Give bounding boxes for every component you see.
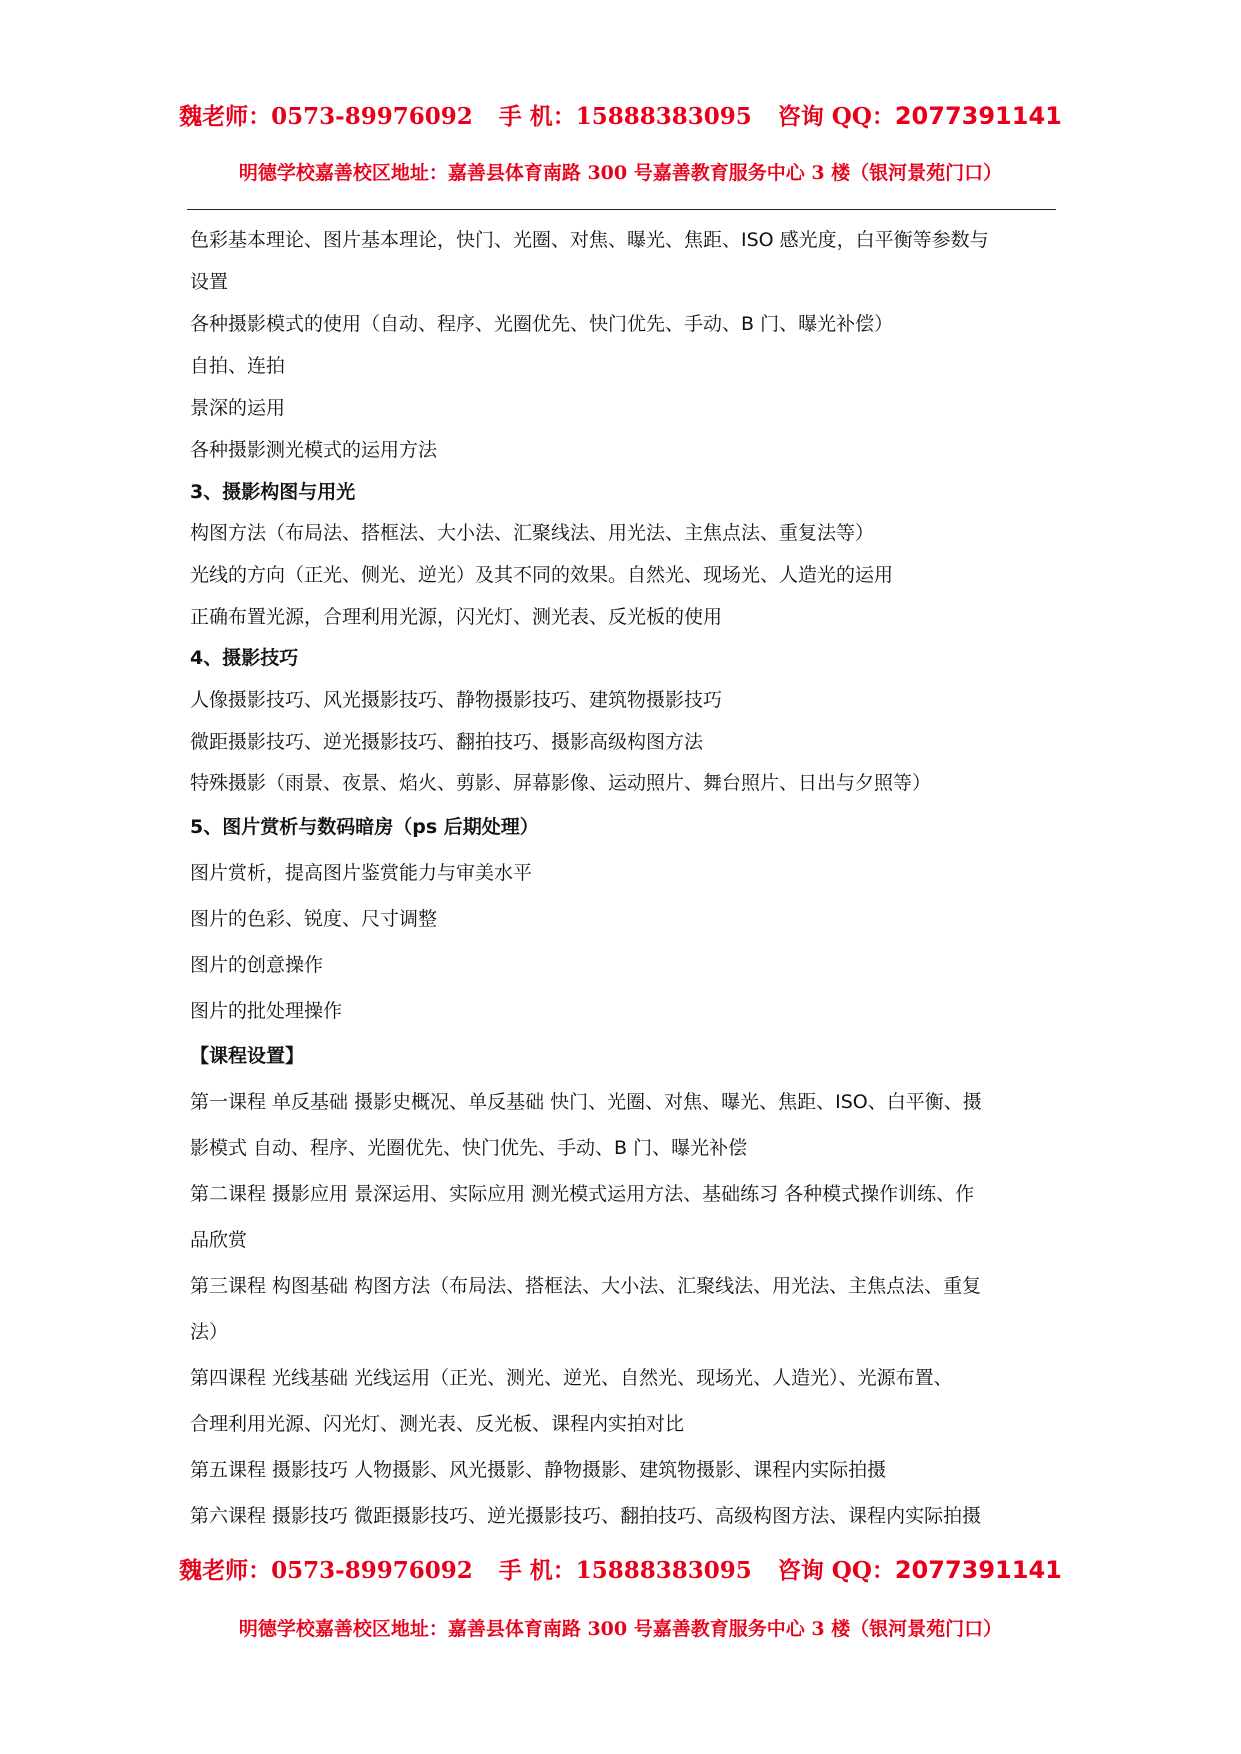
- course-line: 第二课程 摄影应用 景深运用、实际应用 测光模式运用方法、基础练习 各种模式操作训练、作: [190, 1183, 975, 1205]
- course-line: 影模式 自动、程序、光圈优先、快门优先、手动、B 门、曝光补偿: [190, 1137, 748, 1159]
- course-line: 第四课程 光线基础 光线运用（正光、测光、逆光、自然光、现场光、人造光）、光源布置、: [190, 1367, 953, 1389]
- footer-address: 明德学校嘉善校区地址：嘉善县体育南路 300 号嘉善教育服务中心 3 楼（银河景苑门口）: [238, 1618, 1003, 1640]
- course-line: 第六课程 摄影技巧 微距摄影技巧、逆光摄影技巧、翻拍技巧、高级构图方法、课程内实际拍摄: [190, 1505, 982, 1527]
- body-line: 图片赏析，提高图片鉴赏能力与审美水平: [190, 862, 533, 884]
- header-contact-line: [0, 98, 1241, 131]
- course-line: 第一课程 单反基础 摄影史概况、单反基础 快门、光圈、对焦、曝光、焦距、ISO、白平衡、摄: [190, 1091, 982, 1113]
- body-line: 各种摄影模式的使用（自动、程序、光圈优先、快门优先、手动、B 门、曝光补偿）: [190, 313, 894, 335]
- header-address: 明德学校嘉善校区地址：嘉善县体育南路 300 号嘉善教育服务中心 3 楼（银河景苑门口）: [238, 162, 1003, 184]
- header-divider: [187, 209, 1056, 210]
- qq-label: 咨询 QQ：: [777, 1557, 895, 1584]
- body-line: 人像摄影技巧、风光摄影技巧、静物摄影技巧、建筑物摄影技巧: [190, 689, 723, 711]
- footer-contact-line: [0, 1552, 1241, 1585]
- teacher-phone: 魏老师：0573-89976092: [179, 1557, 473, 1584]
- section-heading: 3、摄影构图与用光: [190, 481, 356, 503]
- body-line: 各种摄影测光模式的运用方法: [190, 439, 438, 461]
- mobile-phone: 手 机：15888383095: [498, 103, 752, 130]
- body-line: 色彩基本理论、图片基本理论，快门、光圈、对焦、曝光、焦距、ISO 感光度，白平衡等参数与: [190, 229, 989, 251]
- body-line: 正确布置光源，合理利用光源，闪光灯、测光表、反光板的使用: [190, 606, 723, 628]
- body-line: 自拍、连拍: [190, 355, 286, 377]
- course-line: 品欣赏: [190, 1229, 248, 1251]
- course-line: 合理利用光源、闪光灯、测光表、反光板、课程内实拍对比: [190, 1413, 685, 1435]
- qq-number: 2077391141: [894, 1556, 1062, 1584]
- qq-number: 2077391141: [894, 102, 1062, 130]
- body-line: 设置: [190, 271, 229, 293]
- body-line: 图片的色彩、锐度、尺寸调整: [190, 908, 438, 930]
- body-line: 构图方法（布局法、搭框法、大小法、汇聚线法、用光法、主焦点法、重复法等）: [190, 522, 875, 544]
- course-line: 法）: [190, 1321, 229, 1343]
- body-line: 微距摄影技巧、逆光摄影技巧、翻拍技巧、摄影高级构图方法: [190, 731, 704, 753]
- course-line: 第五课程 摄影技巧 人物摄影、风光摄影、静物摄影、建筑物摄影、课程内实际拍摄: [190, 1459, 887, 1481]
- teacher-phone: 魏老师：0573-89976092: [179, 103, 473, 130]
- body-line: 景深的运用: [190, 397, 286, 419]
- body-line: 图片的批处理操作: [190, 1000, 343, 1022]
- mobile-phone: 手 机：15888383095: [498, 1557, 752, 1584]
- section-heading: 5、图片赏析与数码暗房（ps 后期处理）: [190, 816, 539, 838]
- qq-label: 咨询 QQ：: [777, 103, 895, 130]
- section-heading: 4、摄影技巧: [190, 647, 299, 669]
- body-line: 图片的创意操作: [190, 954, 324, 976]
- section-heading: 【课程设置】: [190, 1045, 305, 1067]
- course-line: 第三课程 构图基础 构图方法（布局法、搭框法、大小法、汇聚线法、用光法、主焦点法、重复: [190, 1275, 982, 1297]
- body-line: 光线的方向（正光、侧光、逆光）及其不同的效果。自然光、现场光、人造光的运用: [190, 564, 894, 586]
- body-line: 特殊摄影（雨景、夜景、焰火、剪影、屏幕影像、运动照片、舞台照片、日出与夕照等）: [190, 772, 932, 794]
